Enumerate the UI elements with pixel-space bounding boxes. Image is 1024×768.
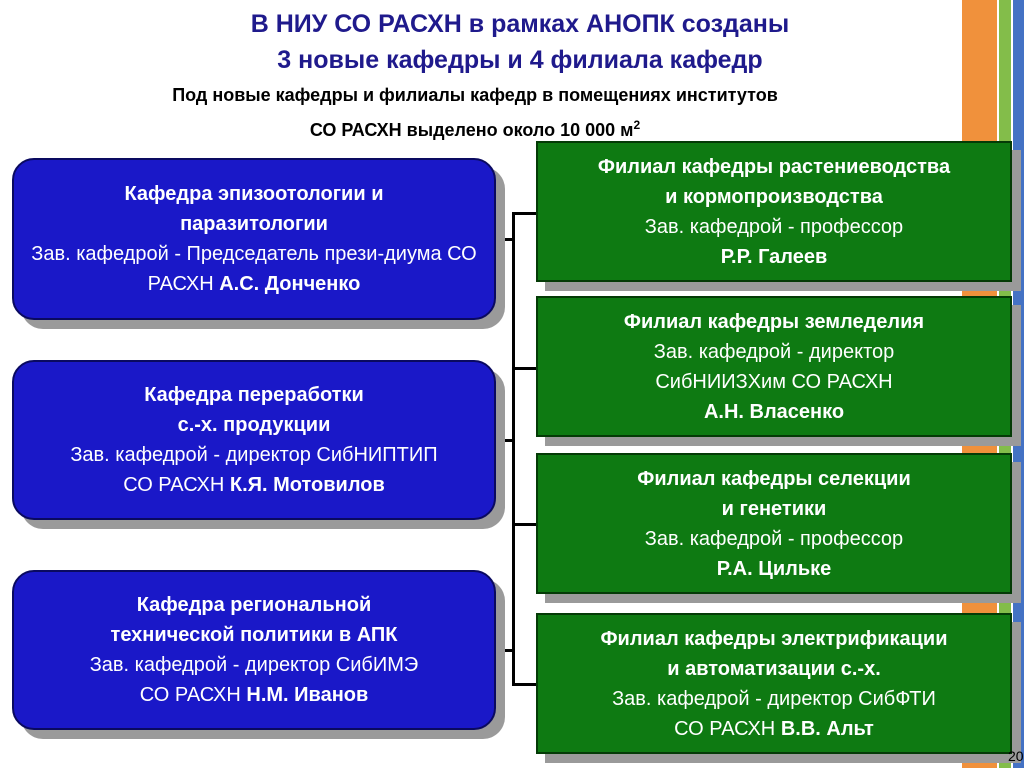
branch-box-plant-growing — [536, 141, 1012, 282]
department-head-line2 — [14, 680, 494, 710]
branch-head-person: В.В. Альт — [780, 717, 874, 740]
department-head — [14, 239, 494, 299]
slide-subtitle — [60, 80, 890, 145]
department-head-person: К.Я. Мотовилов — [229, 474, 385, 496]
branch-head-person: Р.А. Цильке — [716, 557, 832, 580]
branch-head-line1: Зав. кафедрой - директор СибФТИ — [612, 687, 936, 710]
department-head-line1: Зав. кафедрой - директор СибНИПТИП — [70, 444, 438, 466]
slide-title-line2: 3 новые кафедры и 4 филиала кафедр — [277, 46, 763, 74]
connector-dept-1 — [496, 238, 514, 241]
branch-name-line1: Филиал кафедры электрификации — [600, 627, 948, 650]
department-box-processing — [12, 360, 496, 520]
slide-subtitle-line2-text: СО РАСХН выделено около 10 000 м — [309, 120, 634, 140]
connector-branch-2 — [512, 367, 538, 370]
department-head-text: СО РАСХН — [123, 474, 225, 496]
department-name: Кафедра эпизоотологии и паразитологии — [124, 183, 384, 235]
branch-name-line1: Филиал кафедры селекции — [637, 467, 911, 490]
department-head-text: СО РАСХН — [139, 684, 241, 706]
department-name-line2: с.-х. продукции — [177, 414, 331, 436]
slide-title — [150, 6, 890, 78]
department-head-text: Зав. кафедрой - Председатель прези-диума СО РАСХН — [31, 243, 477, 295]
branch-name-line2: и генетики — [721, 497, 827, 520]
branch-head: Зав. кафедрой - профессор — [644, 527, 904, 550]
branch-name-line2: и автоматизации с.-х. — [667, 657, 881, 680]
decorative-stripe-blue — [1013, 0, 1024, 768]
connector-branch-1 — [512, 212, 538, 215]
branch-box-electrification — [536, 613, 1012, 754]
department-head-person: А.С. Донченко — [219, 273, 361, 295]
department-head-line1: Зав. кафедрой - директор СибИМЭ — [89, 654, 419, 676]
branch-box-selection-genetics — [536, 453, 1012, 594]
department-head-line2 — [14, 470, 494, 500]
branch-name-line1: Филиал кафедры земледелия — [623, 310, 925, 333]
slide-subtitle-line2 — [60, 110, 890, 145]
slide-subtitle-line1: Под новые кафедры и филиалы кафедр в помещениях институтов — [172, 85, 778, 105]
branch-head-line2: СибНИИЗХим СО РАСХН — [655, 370, 893, 393]
branch-head-person: Р.Р. Галеев — [720, 245, 828, 268]
page-number: 20 — [1008, 748, 1024, 764]
branch-name-line1: Филиал кафедры растениеводства — [597, 155, 951, 178]
branch-head-line1: Зав. кафедрой - директор — [653, 340, 895, 363]
department-box-epizootology — [12, 158, 496, 320]
connector-branch-4 — [512, 683, 538, 686]
department-box-technical-policy — [12, 570, 496, 730]
department-name-line1: Кафедра переработки — [144, 384, 364, 406]
department-name-line2: технической политики в АПК — [110, 624, 398, 646]
branch-head: Зав. кафедрой - профессор — [644, 215, 904, 238]
branch-head-line2 — [538, 714, 1010, 744]
branch-name-line2: и кормопроизводства — [665, 185, 883, 208]
branch-box-agriculture — [536, 296, 1012, 437]
connector-branch-3 — [512, 523, 538, 526]
connector-vertical — [512, 212, 515, 684]
slide-title-line1: В НИУ СО РАСХН в рамках АНОПК созданы — [250, 10, 790, 38]
connector-dept-2 — [496, 439, 514, 442]
branch-head-person: А.Н. Власенко — [703, 400, 845, 423]
department-name-line1: Кафедра региональной — [136, 594, 372, 616]
connector-dept-3 — [496, 649, 514, 652]
department-head-person: Н.М. Иванов — [246, 684, 369, 706]
branch-head-text: СО РАСХН — [674, 717, 776, 740]
slide-subtitle-superscript: 2 — [633, 118, 641, 132]
